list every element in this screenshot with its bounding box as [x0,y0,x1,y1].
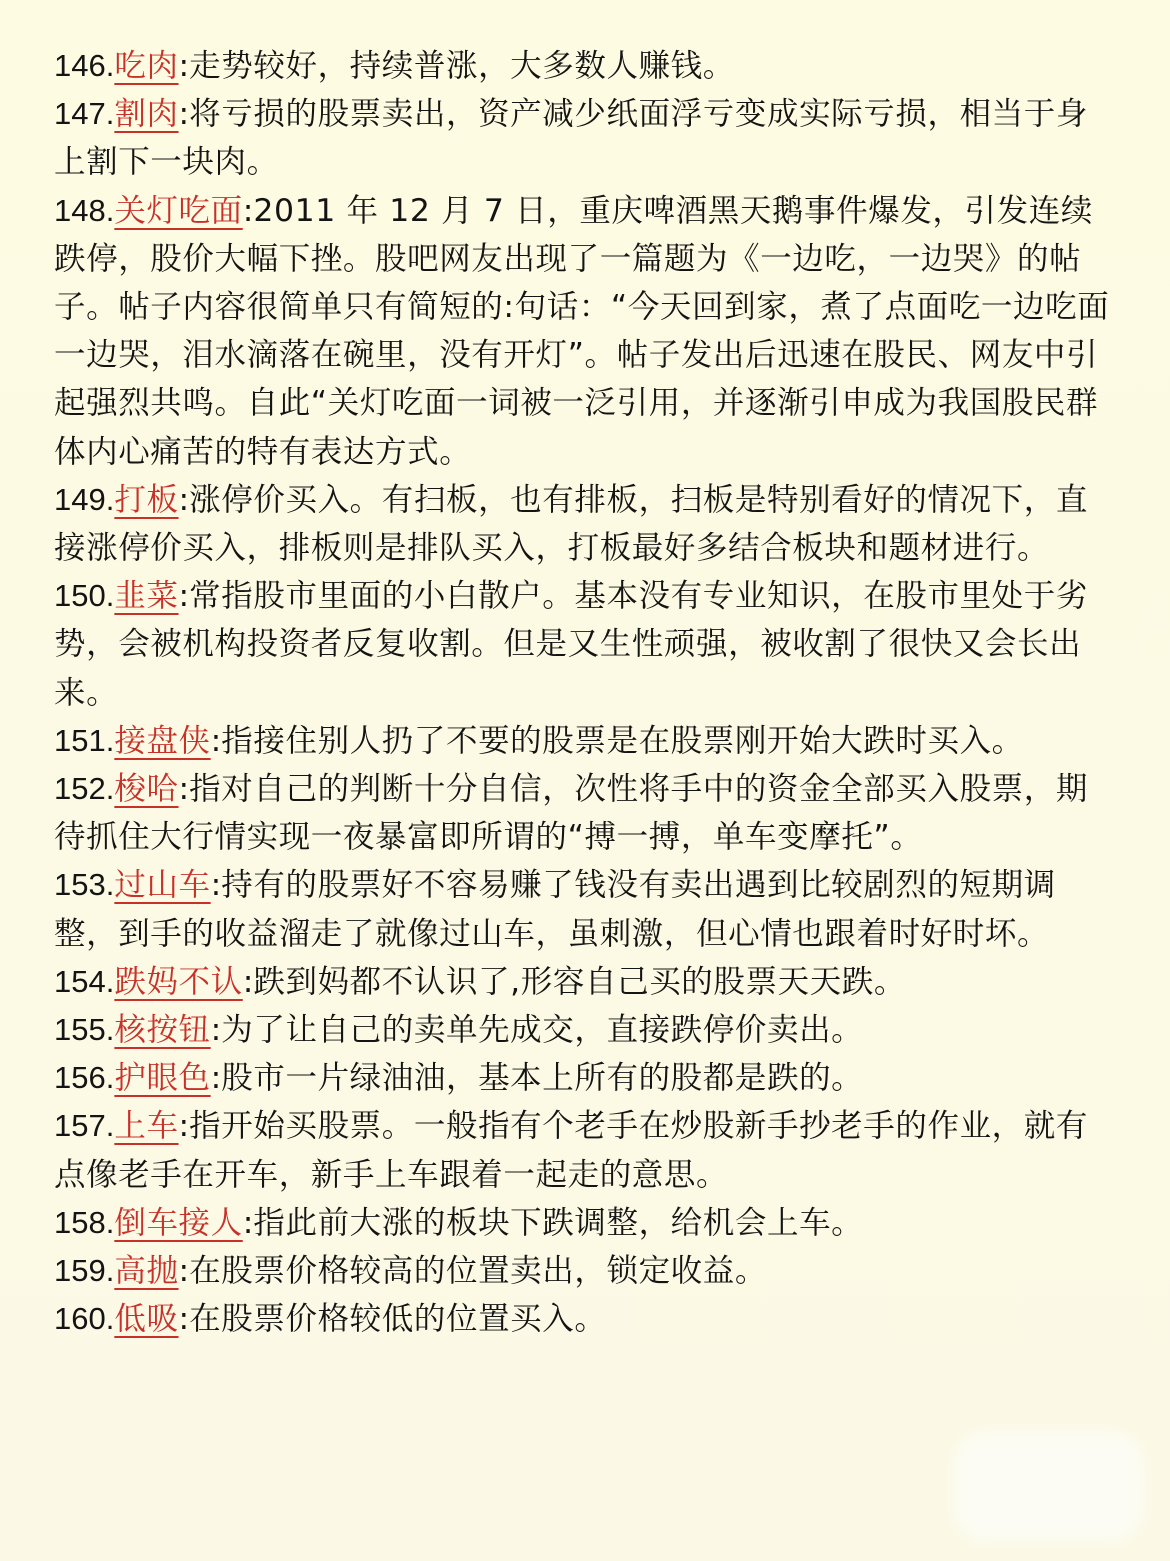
entry-definition: 走势较好，持续普涨，大多数人赚钱。 [189,48,735,84]
entry-number: 151. [54,722,115,758]
entry-number: 148. [54,192,115,228]
entry-term: 梭哈 [114,771,179,808]
entry-definition: 在股票价格较高的位置卖出，锁定收益。 [189,1253,767,1290]
entry-definition: 跌到妈都不认识了,形容自己买的股票天天跌。 [253,963,906,1000]
glossary-entry-148 [54,187,1120,476]
entry-term: 核按钮 [114,1012,211,1049]
entry-colon: : [210,722,222,759]
entry-definition: 常指股市里面的小白散户。基本没有专业知识，在股市里处于劣势，会被机构投资者反复收割。但是又生性顽强，被收割了很快又会长出来。 [54,578,1088,711]
glossary-entry-156 [54,1054,1120,1102]
glossary-entry-159 [54,1247,1120,1295]
entry-definition: 指此前大涨的板块下跌调整，给机会上车。 [253,1204,864,1241]
entry-colon: : [178,48,190,84]
entry-definition: 股市一片绿油油，基本上所有的股都是跌的。 [221,1060,864,1097]
entry-number: 147. [54,96,115,132]
entry-number: 154. [54,963,115,999]
entry-term: 关灯吃面 [114,192,243,229]
entry-colon: : [242,192,254,229]
glossary-entry-146 [54,42,1120,90]
glossary-entry-147 [54,90,1120,186]
entry-colon: : [178,1301,190,1338]
glossary-entry-152 [54,765,1120,861]
glossary-entry-151 [54,717,1120,765]
entry-colon: : [178,771,190,808]
entry-colon: : [210,867,222,904]
entry-definition: 指对自己的判断十分自信，次性将手中的资金全部买入股票，期待抓住大行情实现一夜暴富即所谓的“搏一搏，单车变摩托”。 [54,771,1088,856]
entry-term: 韭菜 [114,578,179,615]
entry-number: 156. [54,1060,115,1096]
entry-number: 155. [54,1012,115,1048]
entry-colon: : [178,578,190,615]
watermark-blur [954,1431,1144,1541]
entry-colon: : [178,96,190,133]
entry-number: 152. [54,771,115,807]
entry-number: 146. [54,48,115,83]
entry-term: 割肉 [114,96,179,133]
entry-term: 跌妈不认 [114,963,243,1000]
entry-colon: : [178,481,190,518]
entry-definition: 2011 年 12 月 7 日，重庆啤酒黑天鹅事件爆发，引发连续跌停，股价大幅下挫。股吧网友出现了一篇题为《一边吃，一边哭》的帖子。帖子内容很简单只有简短的:句话：“今天回到家，煮了点面吃一边吃面一边哭，泪水滴落在碗里，没有开灯”。帖子发出后迅速在股民、网友中引起强烈共鸣。自此“关灯吃面一词被一泛引用，并逐渐引申成为我国股民群体内心痛苦的特有表达方式。 [54,192,1110,470]
glossary-entry-154 [54,958,1120,1006]
entry-definition: 指开始买股票。一般指有个老手在炒股新手抄老手的作业，就有点像老手在开车，新手上车跟着一起走的意思。 [54,1108,1088,1193]
entry-term: 上车 [114,1108,179,1145]
entry-number: 149. [54,481,115,517]
glossary-entry-149 [54,476,1120,572]
glossary-entry-158 [54,1199,1120,1247]
entry-term: 过山车 [114,867,211,904]
entry-definition: 在股票价格较低的位置买入。 [189,1301,607,1338]
entry-number: 157. [54,1108,115,1144]
entry-colon: : [178,1108,190,1145]
entry-definition: 涨停价买入。有扫板，也有排板，扫板是特别看好的情况下，直接涨停价买入，排板则是排队买入，打板最好多结合板块和题材进行。 [54,481,1088,567]
glossary-list [54,42,1120,1343]
glossary-entry-155 [54,1006,1120,1054]
entry-colon: : [210,1060,222,1097]
entry-number: 159. [54,1253,115,1289]
glossary-entry-150 [54,572,1120,717]
entry-colon: : [178,1253,190,1290]
entry-term: 接盘侠 [114,722,211,759]
entry-term: 倒车接人 [114,1204,243,1241]
entry-definition: 为了让自己的卖单先成交，直接跌停价卖出。 [221,1012,864,1049]
entry-term: 低吸 [114,1301,179,1338]
entry-colon: : [242,963,254,1000]
entry-colon: : [242,1204,254,1241]
entry-definition: 将亏损的股票卖出，资产减少纸面浮亏变成实际亏损，相当于身上割下一块肉。 [54,96,1088,181]
entry-number: 150. [54,578,115,614]
glossary-entry-157 [54,1102,1120,1198]
entry-number: 160. [54,1301,115,1337]
entry-number: 158. [54,1204,115,1240]
entry-definition: 指接住别人扔了不要的股票是在股票刚开始大跌时买入。 [221,722,1024,759]
entry-term: 打板 [114,481,179,518]
glossary-entry-153 [54,861,1120,957]
entry-number: 153. [54,867,115,903]
entry-definition: 持有的股票好不容易赚了钱没有卖出遇到比较剧烈的短期调整，到手的收益溜走了就像过山车，虽刺激，但心情也跟着时好时坏。 [54,867,1056,952]
entry-term: 护眼色 [114,1060,211,1097]
entry-term: 吃肉 [114,48,179,84]
entry-colon: : [210,1012,222,1049]
entry-term: 高抛 [114,1253,179,1290]
glossary-entry-160 [54,1295,1120,1343]
